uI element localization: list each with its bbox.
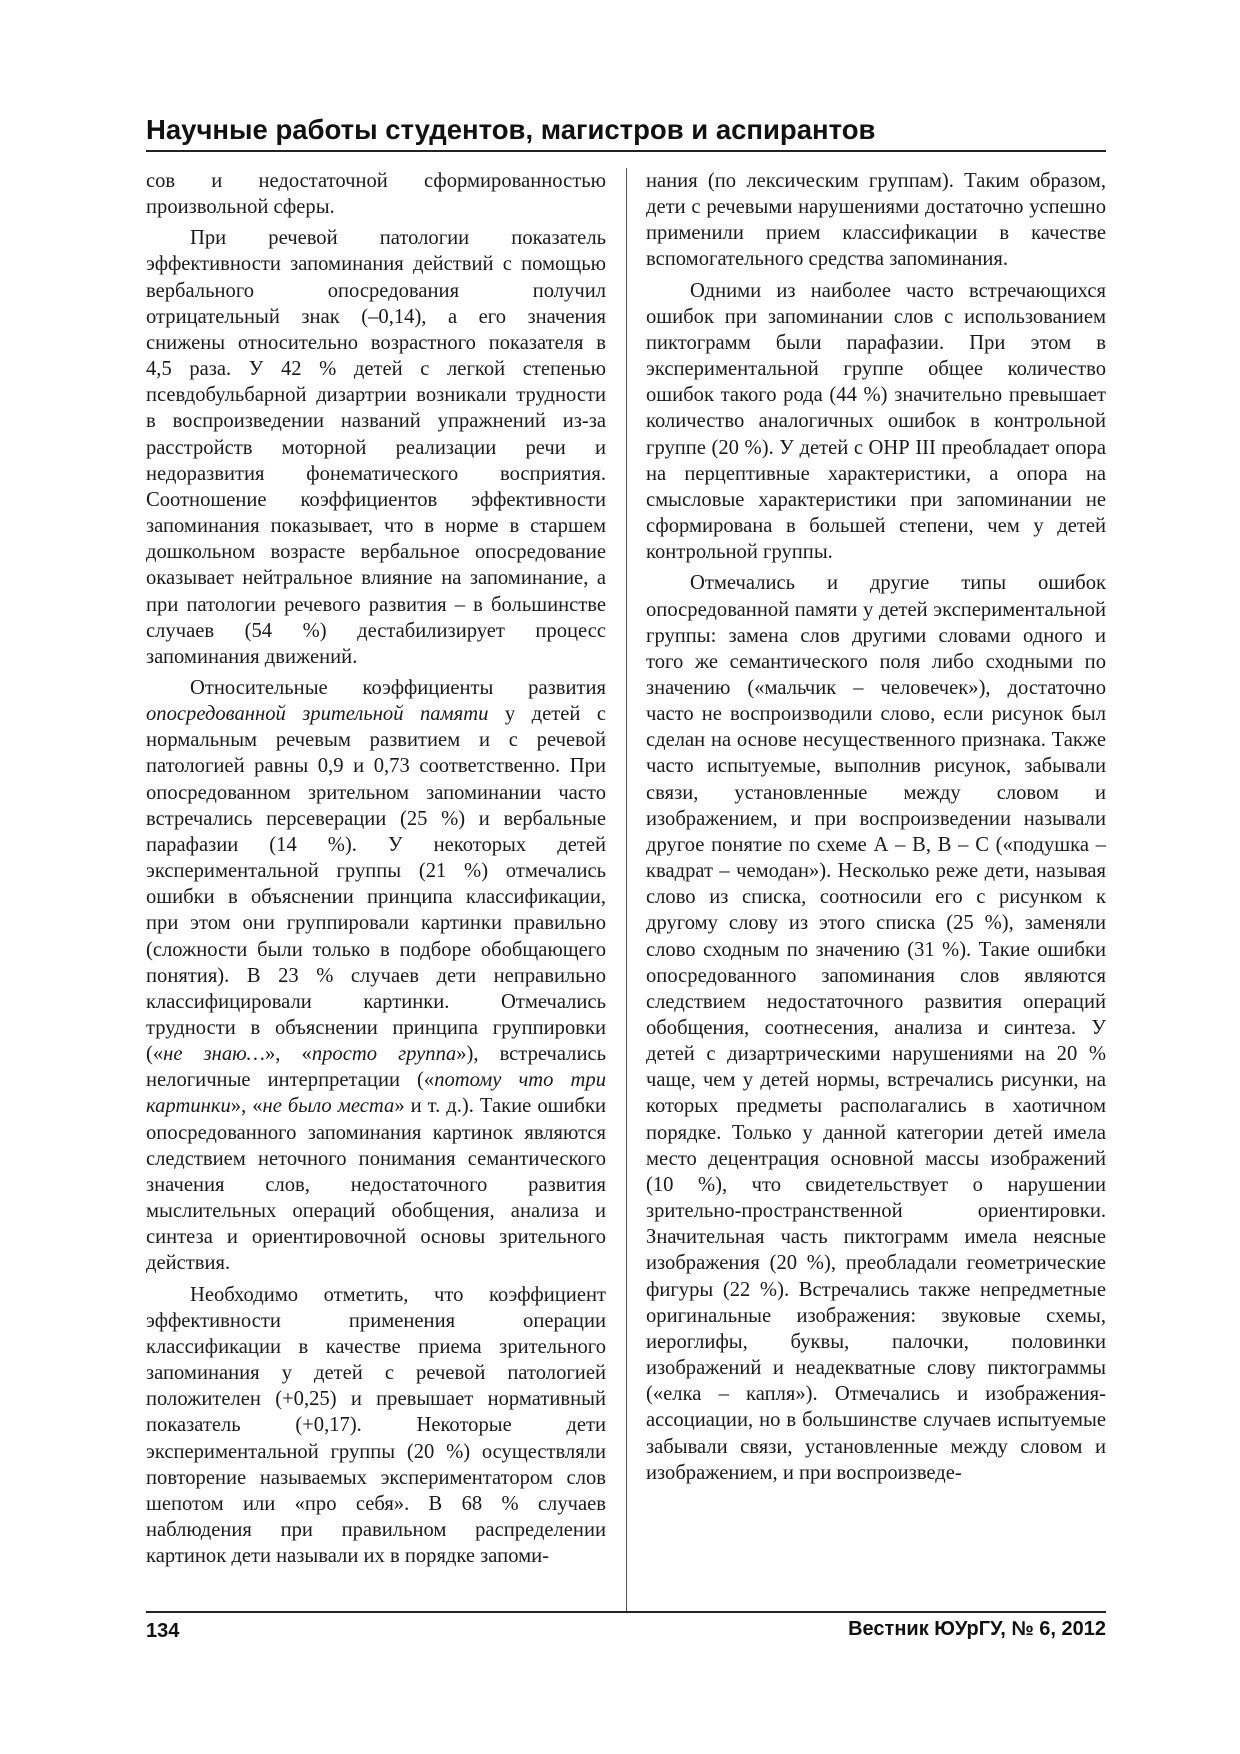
header-divider bbox=[146, 150, 1106, 152]
right-column bbox=[646, 168, 1106, 1486]
paragraph: нания (по лексическим группам). Таким образом, дети с речевыми нарушениями достаточно успешно применили прием классификации в качестве вспомогательного средства запоминания. bbox=[646, 170, 1106, 271]
paragraph: Одними из наиболее часто встречающихся ошибок при запоминании слов с использованием пиктограмм были парафазии. При этом в экспериментальной группе общее количество ошибок такого рода (44 %) значительно превышает количество аналогичных ошибок в контрольной группе (20 %). У детей с ОНР III преобладает опора на перцептивные характеристики, а опора на смысловые характеристики при запоминании не сформирована в большей степени, чем у детей контрольной группы. bbox=[646, 279, 1106, 564]
paragraph: При речевой патологии показатель эффективности запоминания действий с помощью вербального опосредования получил отрицательный знак (–0,14), а его значения снижены относительно возрастного показателя в 4,5 раза. У 42 % детей с легкой степенью псевдобульбарной дизартрии возникали трудности в воспроизведении названий упражнений из-за расстройств моторной реализации речи и недоразвития фонематического восприятия. Соотношение коэффициентов эффективности запоминания показывает, что в норме в старшем дошкольном возрасте вербальное опосредование оказывает нейтральное влияние на запоминание, а при патологии речевого развития – в большинстве случаев (54 %) дестабилизирует процесс запоминания движений. bbox=[146, 227, 606, 668]
paragraph: Отмечались и другие типы ошибок опосредованной памяти у детей экспериментальной группы: замена слов другими словами одного и того же семантического поля либо сходными по значению («мальчик – человечек»), достаточно часто не воспроизводили слово, если рисунок был сделан на основе несущественного признака. Также часто испытуемые, выполнив рисунок, забывали связи, установленные между словом и изображением, и при воспроизведении называли другое понятие по схеме А – В, В – С («подушка – квадрат – чемодан»). Несколько реже дети, называя слово из списка, соотносили его с рисунком к другому слову из этого списка (25 %), заменяли слово сходным по значению (31 %). Такие ошибки опосредованного запоминания слов являются следствием недостаточного развития операций обобщения, соотнесения, анализа и синтеза. У детей с дизартрическими нарушениями на 20 % чаще, чем у детей нормы, встречались рисунки, на которых предметы располагались в хаотичном порядке. Только у данной категории детей имела место децентрация основной массы изображений (10 %), что свидетельствует о нарушении зрительно-пространственной ориентировки. Значительная часть пиктограмм имела неясные изображения (20 %), преобладали геометрические фигуры (22 %). Встречались также непредметные оригинальные изображения: звуковые схемы, иероглифы, буквы, палочки, половинки изображений и неадекватные слову пиктограммы («елка – капля»). Отмечались и изображения-ассоциации, но в большинстве случаев испытуемые забывали связи, установленные между словом и изображением, и при воспроизведе- bbox=[646, 572, 1106, 1484]
paragraph: сов и недостаточной сформированностью произвольной сферы. bbox=[146, 170, 606, 219]
italic-quote: не знаю… bbox=[163, 1043, 265, 1066]
italic-quote: потому что три картинки bbox=[146, 1069, 606, 1118]
column-divider bbox=[626, 168, 627, 1611]
left-column bbox=[146, 168, 606, 1569]
italic-quote: не было места bbox=[262, 1095, 395, 1118]
journal-citation: Вестник ЮУрГУ, № 6, 2012 bbox=[848, 1618, 1106, 1640]
section-header: Научные работы студентов, магистров и аспирантов bbox=[146, 114, 876, 145]
paragraph: Относительные коэффициенты развития опосредованной зрительной памяти у детей с нормальным речевым развитием и с речевой патологией равны 0,9 и 0,73 соответственно. При опосредованном зрительном запоминании часто встречались персеверации (25 %) и вербальные парафазии (14 %). У некоторых детей экспериментальной группы (21 %) отмечались ошибки в объяснении принципа классификации, при этом они группировали картинки правильно (сложности были только в подборе обобщающего понятия). В 23 % случаев дети неправильно классифицировали картинки. Отмечались трудности в объяснении принципа группировки («не знаю…», «просто группа»), встречались нелогичные интерпретации («потому что три картинки», «не было места» и т. д.). Такие ошибки опосредованного запоминания картинок являются следствием неточного понимания семантического значения слов, недостаточного развития мыслительных операций обобщения, анализа и синтеза и ориентировочной основы зрительного действия. bbox=[146, 676, 606, 1275]
italic-quote: просто группа bbox=[311, 1043, 457, 1066]
italic-term: опосредованной зрительной памяти bbox=[146, 703, 489, 726]
footer-divider bbox=[146, 1611, 1106, 1613]
page-number: 134 bbox=[146, 1620, 180, 1642]
paragraph: Необходимо отметить, что коэффициент эффективности применения операции классификации в качестве приема зрительного запоминания у детей с речевой патологией положителен (+0,25) и превышает нормативный показатель (+0,17). Некоторые дети экспериментальной группы (20 %) осуществляли повторение называемых экспериментатором слов шепотом или «про себя». В 68 % случаев наблюдения при правильном распределении картинок дети называли их в порядке запоми- bbox=[146, 1283, 606, 1568]
